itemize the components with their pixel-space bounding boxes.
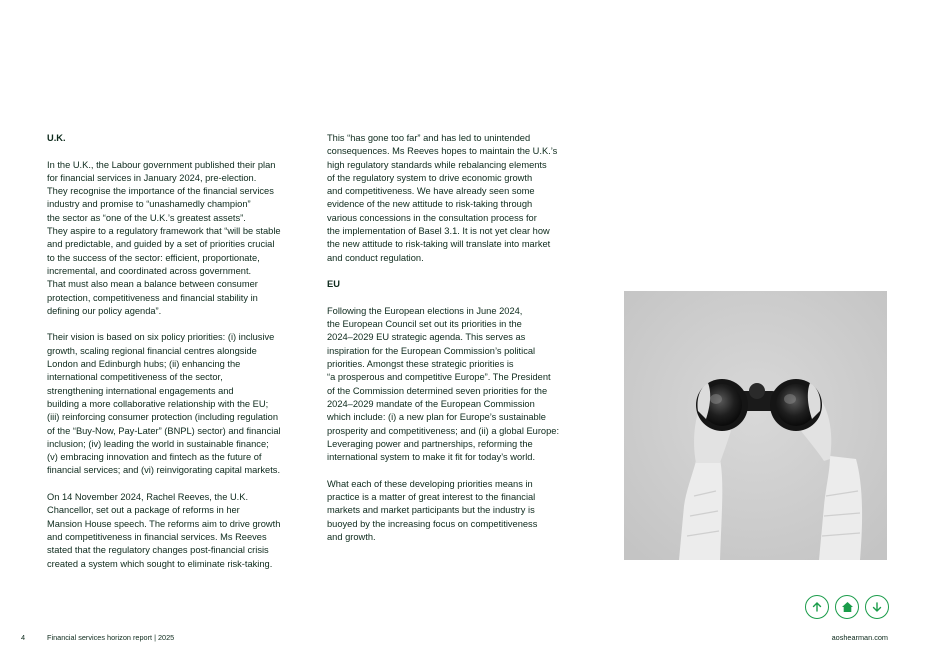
site-link[interactable]: aoshearman.com [831,633,888,642]
paragraph: On 14 November 2024, Rachel Reeves, the U.K. Chancellor, set out a package of reforms in her Mansion House speech. The reforms aim to drive growth and competitiveness in financial services. Ms Reeves stated that the regulatory changes post-financial crisis created a system which sought to eliminate risk-taking. [47,492,281,569]
home-icon [841,601,854,613]
arrow-down-icon [871,601,883,613]
middle-column [327,132,577,558]
section-heading-uk: U.K. [47,133,66,143]
report-title: Financial services horizon report | 2025 [47,633,175,642]
home-button[interactable] [835,595,859,619]
section-heading-eu: EU [327,279,340,290]
scroll-down-button[interactable] [865,595,889,619]
arrow-up-icon [811,601,823,613]
paragraph: In the U.K., the Labour government published their plan for financial services in January 2024, pre-election. They recognise the importance of the financial services industry and promise to “unashamedly champion” the sector as “one of the U.K.’s greatest assets”. They aspire to a regulatory framework that “will be stable and predictable, and guided by a set of priorities crucial to the success of the sector: efficient, proportionate, incremental, and coordinated across government. That must also mean a balance between consumer protection, competitiveness and financial stability in defining our policy agenda”. [47,159,281,316]
page-number: 4 [21,633,26,642]
paragraph: Their vision is based on six policy priorities: (i) inclusive growth, scaling regional financial centres alongside London and Edinburgh hubs; (ii) enhancing the international competitiveness of the sector, strengthening international engagements and building a more collaborative relationship with the EU; (iii) reinforcing consumer protection (including regulation of the “Buy-Now, Pay-Later” (BNPL) sector) and financial inclusion; (iv) leading the world in sustainable finance; (v) embracing innovation and fintech as the future of financial services; and (vi) reinvigorating capital markets. [47,332,281,476]
left-column [47,132,297,584]
paragraph: This “has gone too far” and has led to unintended consequences. Ms Reeves hopes to maintain the U.K.’s high regulatory standards while rebalancing elements of the regulatory system to drive economic growth and competitiveness. We have already seen some evidence of the new attitude to risk-taking through various concessions in the consultation process for the implementation of Basel 3.1. It is not yet clear how the new attitude to risk-taking will translate into market and conduct regulation. [327,133,558,263]
paragraph: What each of these developing priorities means in practice is a matter of great interest to the financial markets and market participants but the industry is buoyed by the increasing focus on competitiveness and growth. [327,478,538,542]
scroll-up-button[interactable] [805,595,829,619]
binoculars-photo [624,291,887,560]
paragraph: Following the European elections in June 2024, the European Council set out its priorities in the 2024–2029 EU strategic agenda. This serves as inspiration for the European Commission’s political priorities. Amongst these strategic priorities is “a prosperous and competitive Europe”. The President of the Commission determined seven priorities for the 2024–2029 mandate of the European Commission which include: (i) a new plan for Europe’s sustainable prosperity and competitiveness; and (ii) a global Europe: Leveraging power and partnerships, reforming the international system to make it fit for today’s world. [327,305,560,463]
